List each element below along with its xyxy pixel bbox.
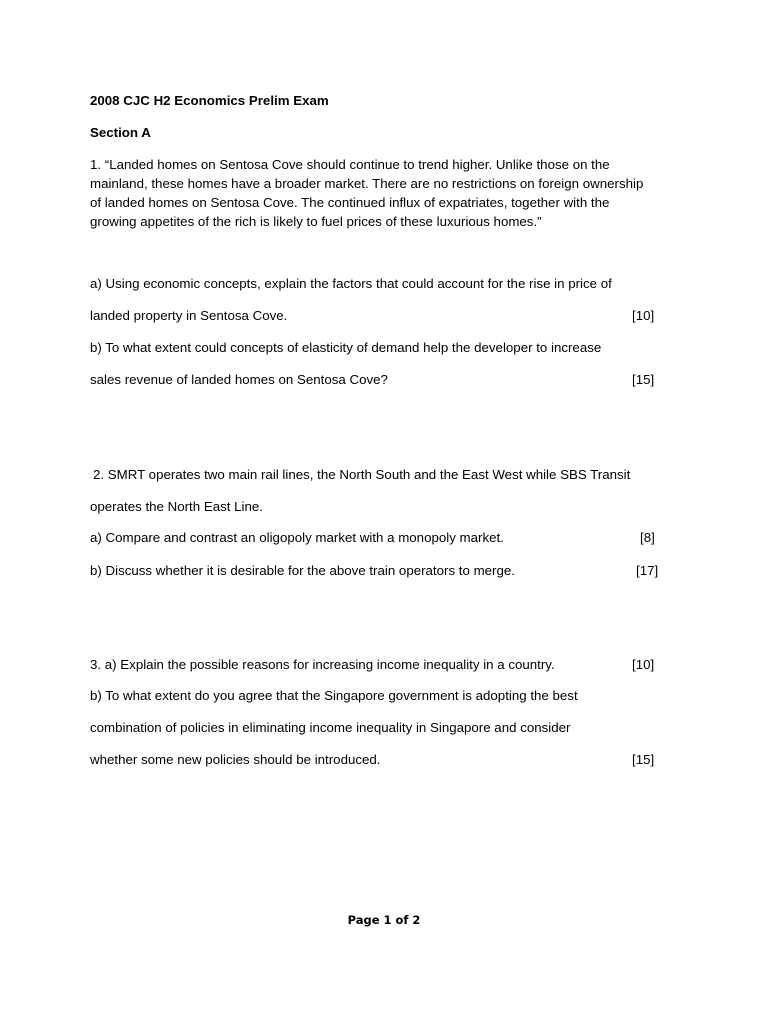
q2b-marks: [17] [636,563,659,578]
q3a-marks: [10] [632,657,655,672]
q2b-text: b) Discuss whether it is desirable for the above train operators to merge. [90,563,515,578]
q3a-text: 3. a) Explain the possible reasons for increasing income inequality in a country. [90,657,555,672]
exam-title: 2008 CJC H2 Economics Prelim Exam [90,93,329,108]
page-number: Page 1 of 2 [347,913,421,927]
q1-stem [90,155,675,231]
q1b-marks: [15] [632,372,655,387]
q2-stem-line1: 2. SMRT operates two main rail lines, the North South and the East West while SBS Transit [93,467,631,482]
q1b-line1: b) To what extent could concepts of elasticity of demand help the developer to increase [90,340,602,355]
q1a-line1: a) Using economic concepts, explain the factors that could account for the rise in price of [90,276,612,291]
q2-stem-line2: operates the North East Line. [90,499,263,514]
q1-stem-line: mainland, these homes have a broader market. There are no restrictions on foreign ownership [90,176,644,191]
q1b-line2: sales revenue of landed homes on Sentosa Cove? [90,372,388,387]
q3b-line2: combination of policies in eliminating income inequality in Singapore and consider [90,720,571,735]
q2a-text: a) Compare and contrast an oligopoly market with a monopoly market. [90,530,504,545]
q1-stem-line: of landed homes on Sentosa Cove. The continued influx of expatriates, together with the [90,195,610,210]
q1-stem-line: 1. “Landed homes on Sentosa Cove should continue to trend higher. Unlike those on the [90,157,610,172]
section-heading: Section A [90,125,151,140]
q3b-marks: [15] [632,752,655,767]
q1-stem-line: growing appetites of the rich is likely to fuel prices of these luxurious homes.” [90,214,542,229]
q1a-marks: [10] [632,308,655,323]
q3b-line3: whether some new policies should be introduced. [90,752,381,767]
q3b-line1: b) To what extent do you agree that the Singapore government is adopting the best [90,688,578,703]
q2a-marks: [8] [640,530,655,545]
q1a-line2: landed property in Sentosa Cove. [90,308,288,323]
